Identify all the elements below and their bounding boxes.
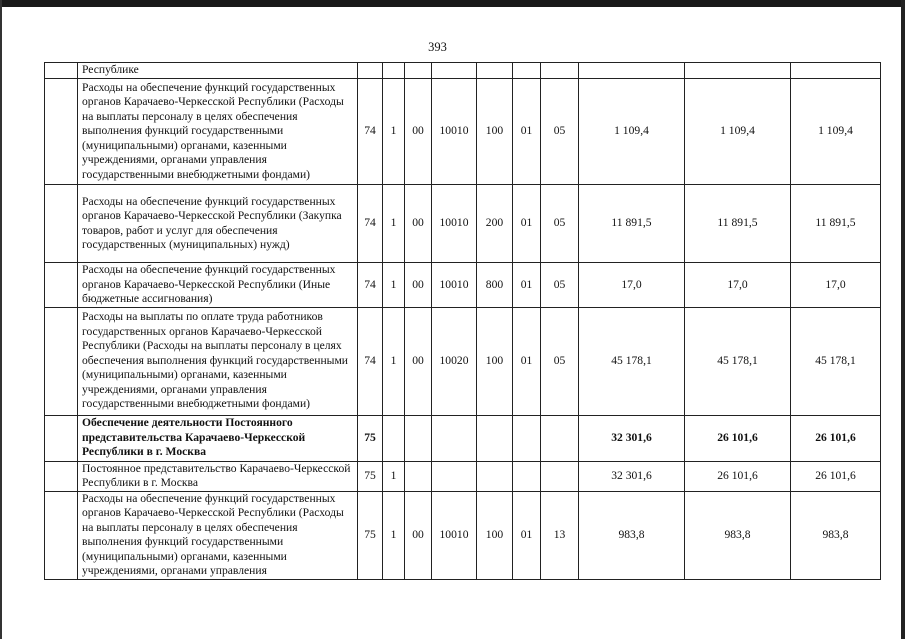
code-cell-1: 74 bbox=[358, 263, 383, 308]
amount-year-3 bbox=[791, 63, 881, 79]
amount-year-1: 11 891,5 bbox=[579, 185, 685, 263]
code-cell-2 bbox=[383, 415, 405, 461]
code-cell-4: 10010 bbox=[432, 263, 477, 308]
code-cell-5 bbox=[477, 415, 513, 461]
code-cell-5 bbox=[477, 63, 513, 79]
amount-year-1: 983,8 bbox=[579, 491, 685, 579]
table-body bbox=[45, 63, 881, 580]
amount-year-2: 17,0 bbox=[685, 263, 791, 308]
code-cell-6: 01 bbox=[513, 491, 541, 579]
code-cell-1 bbox=[358, 63, 383, 79]
index-cell bbox=[45, 307, 78, 415]
code-cell-4: 10010 bbox=[432, 185, 477, 263]
table-row bbox=[45, 263, 881, 308]
code-cell-1: 74 bbox=[358, 185, 383, 263]
code-cell-7 bbox=[541, 461, 579, 491]
code-cell-5: 800 bbox=[477, 263, 513, 308]
amount-year-1 bbox=[579, 63, 685, 79]
code-cell-2: 1 bbox=[383, 79, 405, 185]
amount-year-3: 26 101,6 bbox=[791, 415, 881, 461]
code-cell-4 bbox=[432, 415, 477, 461]
code-cell-7 bbox=[541, 415, 579, 461]
amount-year-3: 17,0 bbox=[791, 263, 881, 308]
page-number: 393 bbox=[428, 40, 447, 54]
amount-year-1: 1 109,4 bbox=[579, 79, 685, 185]
row-name: Расходы на обеспечение функций государственных органов Карачаево-Черкесской Республики (Расходы на выплаты персоналу в целях обеспечения выполнения функций государственными (муниципальными) органами, казенными учреждениями, органами управления государственными внебюджетными фондами) bbox=[78, 79, 358, 185]
row-name: Обеспечение деятельности Постоянного представительства Карачаево-Черкесской Республики в г. Москва bbox=[78, 415, 358, 461]
table-row bbox=[45, 415, 881, 461]
budget-table bbox=[44, 62, 881, 580]
amount-year-3: 1 109,4 bbox=[791, 79, 881, 185]
code-cell-2: 1 bbox=[383, 263, 405, 308]
code-cell-7 bbox=[541, 63, 579, 79]
code-cell-4: 10010 bbox=[432, 491, 477, 579]
code-cell-2: 1 bbox=[383, 185, 405, 263]
amount-year-2 bbox=[685, 63, 791, 79]
code-cell-6: 01 bbox=[513, 307, 541, 415]
amount-year-1: 17,0 bbox=[579, 263, 685, 308]
code-cell-6 bbox=[513, 415, 541, 461]
amount-year-3: 11 891,5 bbox=[791, 185, 881, 263]
code-cell-6 bbox=[513, 461, 541, 491]
amount-year-3: 983,8 bbox=[791, 491, 881, 579]
code-cell-5: 200 bbox=[477, 185, 513, 263]
code-cell-7: 05 bbox=[541, 307, 579, 415]
code-cell-7: 05 bbox=[541, 79, 579, 185]
code-cell-1: 75 bbox=[358, 461, 383, 491]
code-cell-6: 01 bbox=[513, 263, 541, 308]
table-row bbox=[45, 63, 881, 79]
code-cell-1: 74 bbox=[358, 79, 383, 185]
code-cell-2: 1 bbox=[383, 461, 405, 491]
code-cell-6: 01 bbox=[513, 79, 541, 185]
code-cell-6 bbox=[513, 63, 541, 79]
row-name: Постоянное представительство Карачаево-Черкесской Республики в г. Москва bbox=[78, 461, 358, 491]
code-cell-3: 00 bbox=[405, 263, 432, 308]
table-row bbox=[45, 461, 881, 491]
index-cell bbox=[45, 461, 78, 491]
scan-right-edge bbox=[901, 0, 905, 639]
code-cell-4 bbox=[432, 63, 477, 79]
code-cell-4: 10020 bbox=[432, 307, 477, 415]
amount-year-2: 1 109,4 bbox=[685, 79, 791, 185]
code-cell-1: 74 bbox=[358, 307, 383, 415]
amount-year-1: 32 301,6 bbox=[579, 415, 685, 461]
code-cell-5: 100 bbox=[477, 491, 513, 579]
code-cell-7: 05 bbox=[541, 263, 579, 308]
code-cell-1: 75 bbox=[358, 415, 383, 461]
row-name: Расходы на обеспечение функций государственных органов Карачаево-Черкесской Республики (Расходы на выплаты персоналу в целях обеспечения выполнения функций государственными (муниципальными) органами, казенными учреждениями, органами управления bbox=[78, 491, 358, 579]
amount-year-2: 983,8 bbox=[685, 491, 791, 579]
amount-year-2: 26 101,6 bbox=[685, 415, 791, 461]
code-cell-5: 100 bbox=[477, 79, 513, 185]
code-cell-5: 100 bbox=[477, 307, 513, 415]
code-cell-7: 05 bbox=[541, 185, 579, 263]
table-row bbox=[45, 491, 881, 579]
code-cell-7: 13 bbox=[541, 491, 579, 579]
row-name: Расходы на обеспечение функций государственных органов Карачаево-Черкесской Республики (Закупка товаров, работ и услуг для обеспечения государственных (муниципальных) нужд) bbox=[78, 185, 358, 263]
table-row bbox=[45, 307, 881, 415]
amount-year-2: 11 891,5 bbox=[685, 185, 791, 263]
code-cell-4 bbox=[432, 461, 477, 491]
code-cell-3: 00 bbox=[405, 185, 432, 263]
row-name: Расходы на выплаты по оплате труда работников государственных органов Карачаево-Черкесской Республики (Расходы на выплаты персоналу в целях обеспечения выполнения функций государственными (муниципальными) органами, казенными учреждениями, органами управления государственными внебюджетными фондами) bbox=[78, 307, 358, 415]
amount-year-1: 45 178,1 bbox=[579, 307, 685, 415]
code-cell-2: 1 bbox=[383, 491, 405, 579]
table-row bbox=[45, 79, 881, 185]
index-cell bbox=[45, 415, 78, 461]
scan-top-border bbox=[0, 0, 905, 7]
code-cell-2 bbox=[383, 63, 405, 79]
index-cell bbox=[45, 63, 78, 79]
amount-year-2: 45 178,1 bbox=[685, 307, 791, 415]
code-cell-5 bbox=[477, 461, 513, 491]
amount-year-2: 26 101,6 bbox=[685, 461, 791, 491]
code-cell-3: 00 bbox=[405, 307, 432, 415]
scan-left-edge bbox=[0, 0, 2, 639]
amount-year-1: 32 301,6 bbox=[579, 461, 685, 491]
code-cell-4: 10010 bbox=[432, 79, 477, 185]
code-cell-6: 01 bbox=[513, 185, 541, 263]
code-cell-1: 75 bbox=[358, 491, 383, 579]
amount-year-3: 45 178,1 bbox=[791, 307, 881, 415]
code-cell-3: 00 bbox=[405, 79, 432, 185]
row-name: Республике bbox=[78, 63, 358, 79]
code-cell-2: 1 bbox=[383, 307, 405, 415]
index-cell bbox=[45, 491, 78, 579]
code-cell-3: 00 bbox=[405, 491, 432, 579]
index-cell bbox=[45, 263, 78, 308]
amount-year-3: 26 101,6 bbox=[791, 461, 881, 491]
table-row bbox=[45, 185, 881, 263]
index-cell bbox=[45, 79, 78, 185]
index-cell bbox=[45, 185, 78, 263]
code-cell-3 bbox=[405, 63, 432, 79]
row-name: Расходы на обеспечение функций государственных органов Карачаево-Черкесской Республики (Иные бюджетные ассигнования) bbox=[78, 263, 358, 308]
code-cell-3 bbox=[405, 415, 432, 461]
code-cell-3 bbox=[405, 461, 432, 491]
